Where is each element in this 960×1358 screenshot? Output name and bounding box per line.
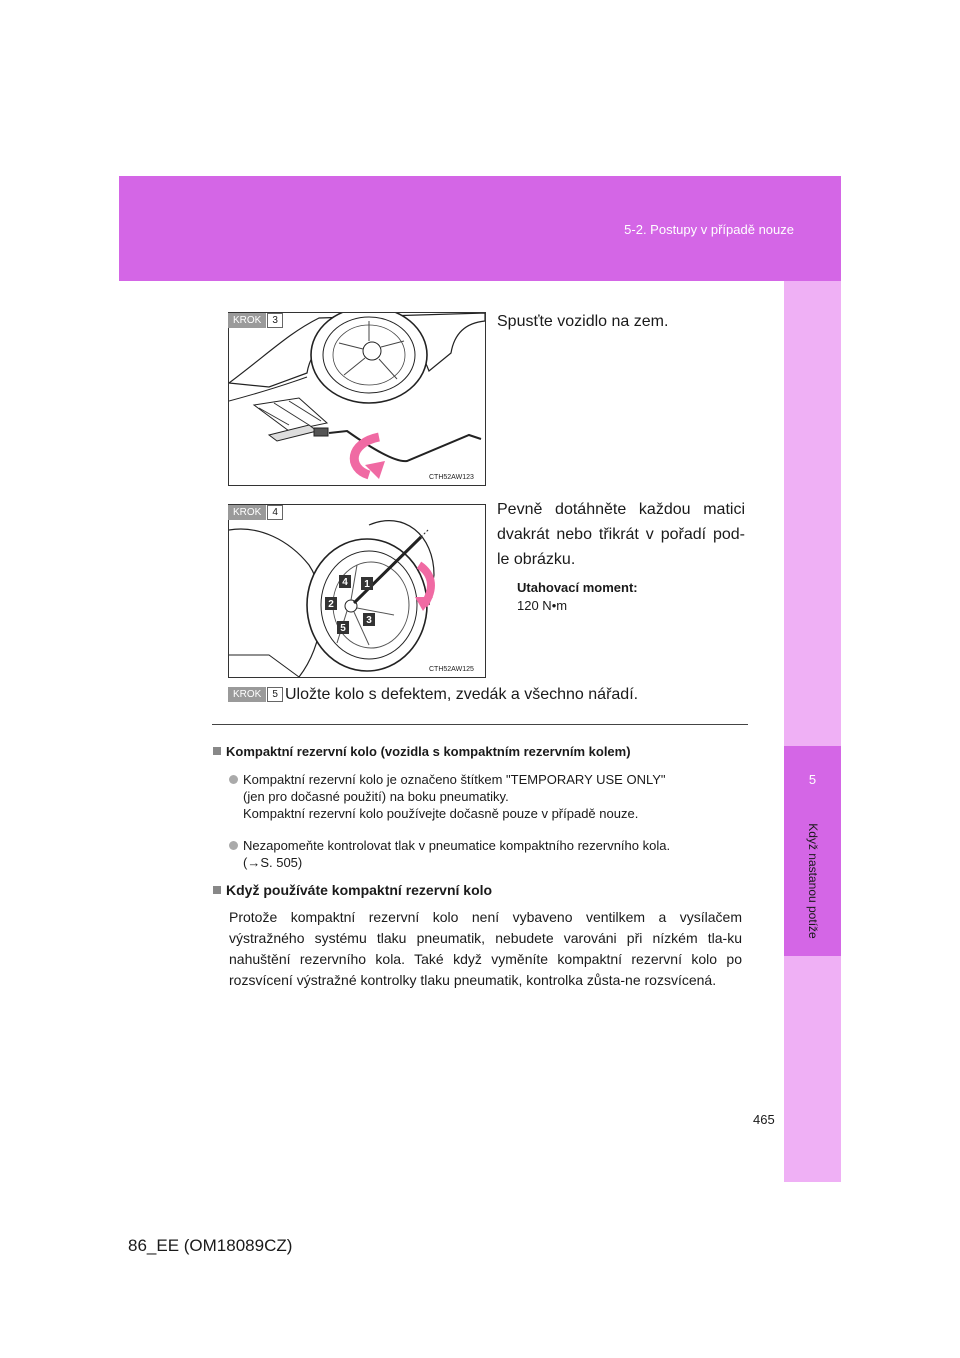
compact-bullet-1-line-2: (jen pro dočasné použití) na boku pneumatiky. [243,789,509,804]
step4-text: Pevně dotáhněte každou matici dvakrát nebo třikrát v pořadí pod-le obrázku. [497,501,745,568]
compact-bullet-1-line-1: Kompaktní rezervní kolo je označeno štítkem "TEMPORARY USE ONLY" [243,772,666,787]
nut-order-1: 1 [364,579,370,590]
krok-label: KROK [228,505,266,520]
nut-order-5: 5 [340,623,346,634]
step4-number: 4 [267,505,283,520]
lug-nut-tightening-illustration [229,505,485,677]
section-divider [212,724,748,725]
step4-figure [228,504,486,678]
krok-label: KROK [228,313,266,328]
compact-spare-heading-text: Kompaktní rezervní kolo (vozidla s kompaktním rezervním kolem) [226,744,631,759]
nut-order-4: 4 [342,577,348,588]
step5-text: Uložte kolo s defektem, zvedák a všechno nářadí. [285,686,639,703]
step3-figure [228,312,486,486]
chapter-side-tab [784,281,841,1182]
car-lowering-illustration [229,313,485,485]
page-number: 465 [753,1112,775,1127]
step5-krok-badge [228,687,283,702]
using-spare-text: Protože kompaktní rezervní kolo není vybaveno ventilkem a vysílačem výstražného systému tlaku pneumatik, nebudete varováni při nízkém tla-ku nahuštění rezervního kola. Také když vyměníte kompaktní rezervní kolo po rozsvícení výstražné kontrolky tlaku pneumatik, kontrolka zůsta-ne rozsvícená. [229,909,742,988]
document-code: 86_EE (OM18089CZ) [128,1236,293,1255]
krok-label: KROK [228,687,266,702]
chapter-number: 5 [808,772,817,787]
compact-bullet-1-line-3: Kompaktní rezervní kolo používejte dočasně pouze v případě nouze. [243,806,639,821]
step4-krok-badge [228,505,283,520]
torque-label: Utahovací moment: [517,580,638,595]
page-reference-link[interactable]: (→S. 505) [243,855,303,870]
step3-krok-badge [228,313,283,328]
compact-spare-heading [213,744,631,759]
disc-bullet-icon [229,841,238,850]
section-title: 5-2. Postupy v případě nouze [624,222,794,237]
compact-bullet-1 [229,771,749,822]
step4-figure-code: CTH52AW125 [429,666,474,673]
nut-order-2: 2 [328,599,334,610]
step3-number: 3 [267,313,283,328]
nut-order-3: 3 [366,615,372,626]
using-spare-heading-text: Když používáte kompaktní rezervní kolo [226,882,493,898]
step3-text: Spusťte vozidlo na zem. [497,313,669,330]
compact-bullet-2 [229,837,749,871]
square-bullet-icon [213,747,221,755]
using-spare-heading [213,882,492,898]
step3-figure-code: CTH52AW123 [429,474,474,481]
disc-bullet-icon [229,775,238,784]
chapter-title [805,823,821,939]
torque-value: 120 N•m [517,598,568,613]
chapter-title-text: Když nastanou potíže [806,823,820,939]
step5-number: 5 [267,687,283,702]
compact-bullet-2-line-1: Nezapomeňte kontrolovat tlak v pneumatice kompaktního rezervního kola. [243,838,671,853]
square-bullet-icon [213,886,221,894]
